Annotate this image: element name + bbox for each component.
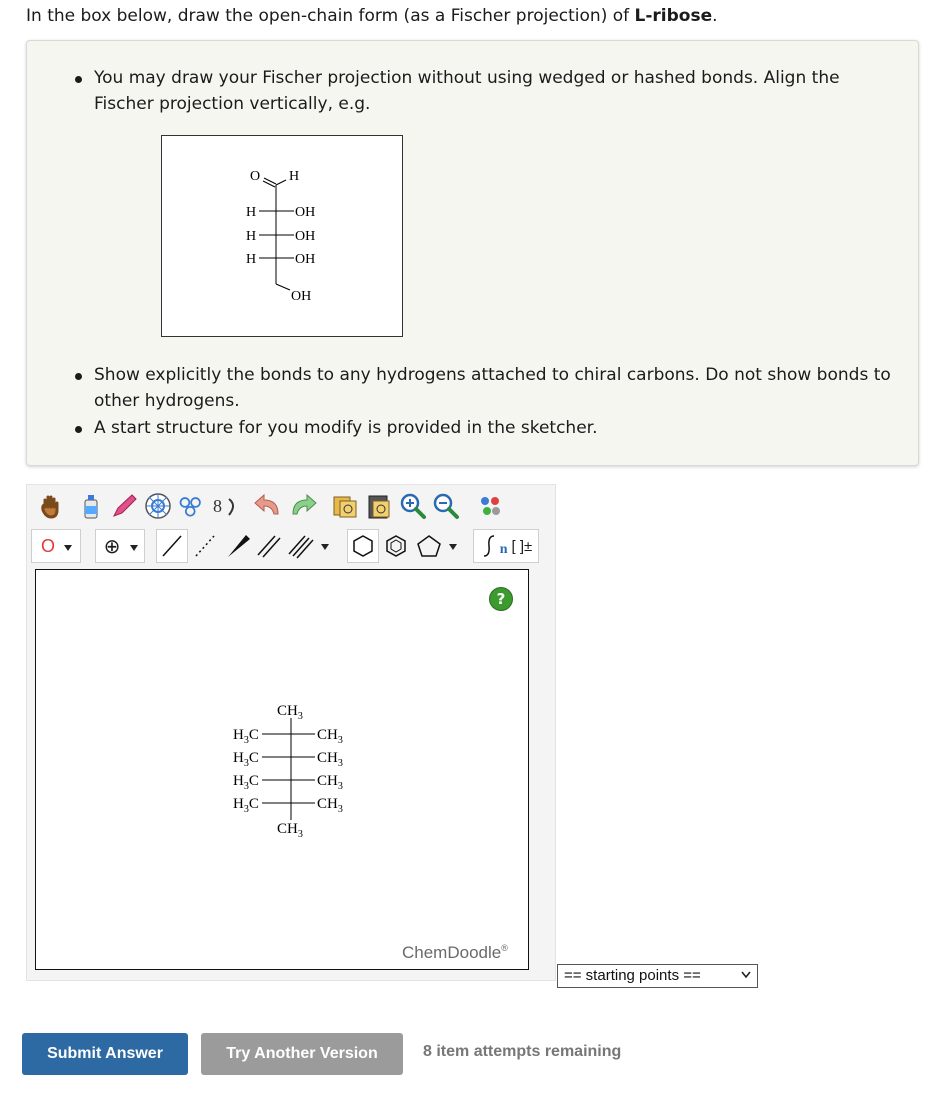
example-right-oh: OH — [295, 252, 316, 267]
svg-text:8: 8 — [213, 496, 222, 516]
double-bond-icon[interactable] — [254, 529, 284, 563]
undo-icon[interactable] — [252, 489, 282, 523]
start-left-h3c: $H_3C$ — [233, 727, 259, 746]
start-bottom-ch3: $CH_3$ — [277, 821, 303, 840]
brackets-icon: [ ]± — [511, 537, 533, 555]
example-left-h: H — [246, 229, 257, 244]
hint-bullet-1: You may draw your Fischer projection without using wedged or hashed bonds. Align the Fischer projection vertically, e.g. — [27, 65, 918, 117]
help-button[interactable]: ? — [489, 587, 513, 611]
example-top-o: O — [250, 169, 261, 184]
single-bond-icon[interactable] — [156, 529, 188, 563]
hint-box — [26, 40, 919, 466]
example-fischer-projection — [162, 136, 402, 336]
sketcher-canvas[interactable] — [35, 569, 529, 970]
start-right-ch3: $CH_3$ — [317, 727, 343, 746]
sgroup-icon — [480, 532, 500, 560]
select-value: == starting points == — [564, 967, 701, 984]
hint-bullet-2: Show explicitly the bonds to any hydrogens attached to chiral carbons. Do not show bonds to other hydrogens. — [27, 362, 918, 414]
start-top-ch3: $CH_3$ — [277, 703, 303, 722]
try-another-version-button[interactable]: Try Another Version — [201, 1033, 403, 1075]
zoom-out-icon[interactable] — [431, 489, 461, 523]
ring-number-icon[interactable] — [211, 489, 241, 523]
example-top-h: H — [289, 169, 300, 184]
triple-bond-icon[interactable] — [285, 529, 331, 563]
zoom-in-icon[interactable] — [398, 489, 428, 523]
benzene-icon[interactable] — [381, 529, 411, 563]
start-right-ch3: $CH_3$ — [317, 796, 343, 815]
hint-bullet-3: A start structure for you modify is provided in the sketcher. — [27, 415, 918, 441]
pen-icon[interactable] — [109, 489, 139, 523]
hint-list-1 — [27, 65, 918, 117]
chevron-down-icon — [449, 544, 457, 550]
brand-text: ChemDoodle — [402, 943, 502, 962]
clean-icon[interactable] — [475, 489, 505, 523]
example-left-h: H — [246, 252, 257, 267]
chemdoodle-brand — [402, 943, 508, 963]
example-fischer-box — [161, 135, 403, 337]
charge-button[interactable] — [95, 529, 145, 563]
paste-icon[interactable] — [364, 489, 394, 523]
atom-label-button[interactable] — [31, 529, 81, 563]
starting-points-select[interactable] — [557, 964, 758, 988]
start-left-h3c: $H_3C$ — [233, 796, 259, 815]
hexagon-icon[interactable] — [347, 529, 379, 563]
start-left-h3c: $H_3C$ — [233, 773, 259, 792]
redo-icon[interactable] — [289, 489, 319, 523]
copy-icon[interactable] — [330, 489, 360, 523]
attempts-remaining: 8 item attempts remaining — [423, 1043, 622, 1060]
charge-plus-icon: ⊕ — [103, 534, 121, 558]
example-left-h: H — [246, 205, 257, 220]
chevron-down-icon — [64, 545, 72, 551]
chevron-down-icon — [741, 969, 751, 979]
atom-label-o: O — [40, 535, 55, 556]
example-right-oh: OH — [295, 205, 316, 220]
chain-template-icon[interactable] — [177, 489, 207, 523]
eraser-bottle-icon[interactable] — [76, 489, 106, 523]
question-prefix: In the box below, draw the open-chain form (as a Fischer projection) of — [26, 6, 635, 26]
example-bottom-oh: OH — [291, 289, 312, 304]
start-structure[interactable] — [36, 570, 528, 969]
brand-mark: ® — [501, 943, 508, 953]
hand-icon[interactable] — [36, 489, 66, 523]
submit-answer-button[interactable]: Submit Answer — [22, 1033, 188, 1075]
start-left-h3c: $H_3C$ — [233, 750, 259, 769]
question-compound: L-ribose — [634, 6, 713, 26]
sgroup-label: n — [499, 542, 508, 557]
chevron-down-icon — [130, 545, 138, 551]
start-right-ch3: $CH_3$ — [317, 750, 343, 769]
wedge-bond-icon[interactable] — [223, 529, 253, 563]
pentagon-icon[interactable] — [413, 529, 461, 563]
ring-template-icon[interactable] — [143, 489, 173, 523]
chevron-down-icon — [321, 544, 329, 550]
dashed-bond-icon[interactable] — [190, 529, 220, 563]
question-suffix: . — [712, 6, 718, 26]
sgroup-button[interactable] — [473, 529, 539, 563]
question-text — [26, 5, 718, 27]
start-right-ch3: $CH_3$ — [317, 773, 343, 792]
example-right-oh: OH — [295, 229, 316, 244]
hint-list-2 — [27, 362, 918, 441]
